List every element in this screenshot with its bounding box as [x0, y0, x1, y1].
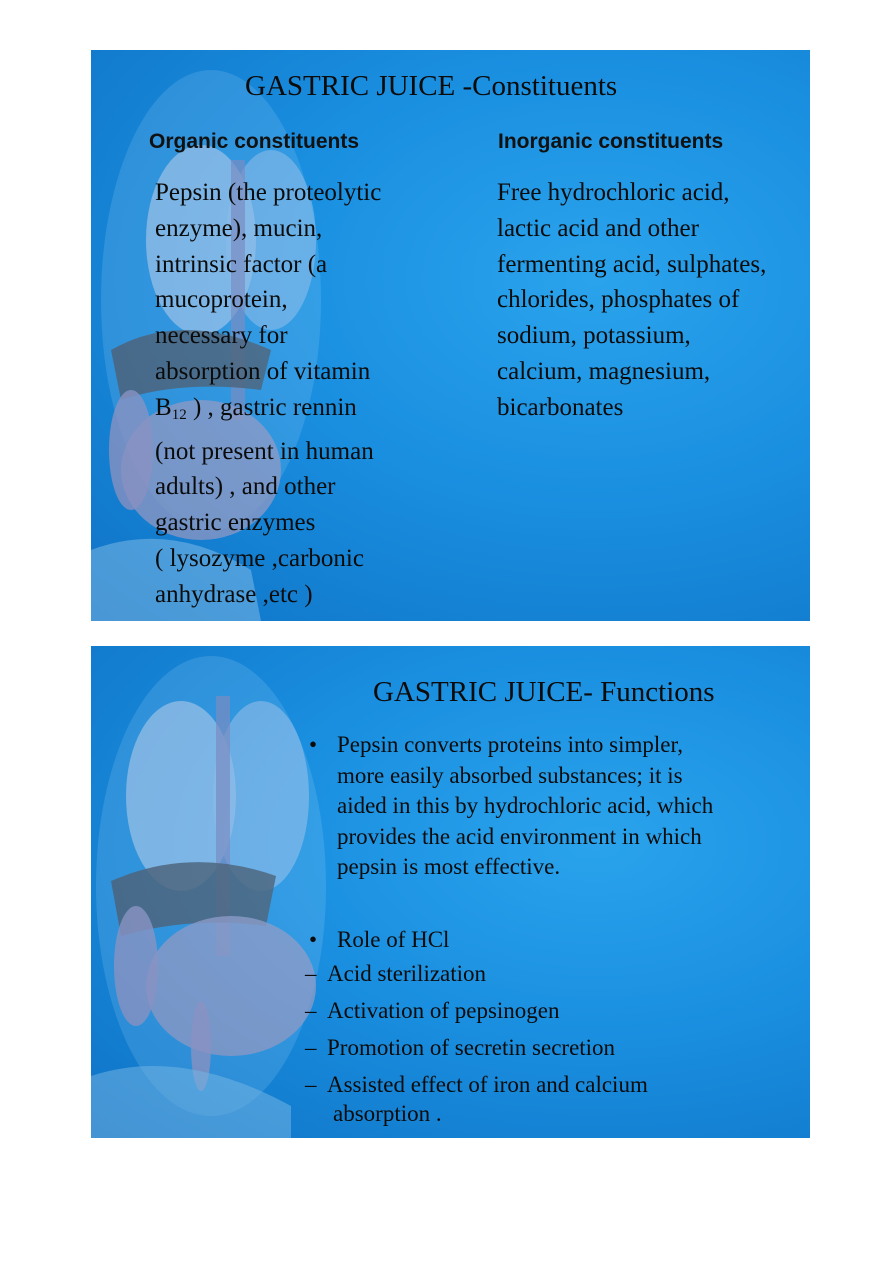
inorganic-line: calcium, magnesium,	[497, 357, 711, 385]
inorganic-line: Free hydrochloric acid,	[497, 179, 730, 206]
vitamin-subscript: 12	[171, 406, 187, 423]
sub-item	[305, 1029, 799, 1066]
sub-item-text: Activation of pepsinogen	[327, 998, 560, 1023]
bullet-marker: •	[309, 926, 318, 952]
bullet-line: Pepsin converts proteins into simpler,	[337, 732, 683, 757]
dash-marker: –	[305, 1035, 317, 1060]
bullet-line: more easily absorbed substances; it is	[337, 762, 683, 788]
sub-item-text: Promotion of secretin secretion	[327, 1035, 616, 1060]
bullet-text: Role of HCl	[337, 926, 450, 952]
dash-marker: –	[305, 998, 317, 1023]
sub-item-continuation: absorption .	[333, 1101, 442, 1126]
slide-functions	[91, 646, 810, 1138]
sub-item-text: Acid sterilization	[327, 961, 487, 986]
organic-line: mucoprotein,	[155, 286, 288, 314]
organic-line: gastric enzymes	[155, 509, 316, 537]
bullet-marker: •	[309, 732, 318, 757]
slide-title: GASTRIC JUICE- Functions	[373, 676, 715, 708]
bullet-line: pepsin is most effective.	[337, 854, 561, 879]
organic-heading: Organic constituents	[149, 130, 360, 153]
slide-constituents	[91, 50, 810, 621]
inorganic-text	[497, 175, 807, 426]
functions-list	[305, 730, 799, 1129]
inorganic-heading: Inorganic constituents	[498, 130, 724, 153]
sub-item	[305, 1066, 799, 1103]
organic-text	[155, 175, 425, 613]
organic-line: anhydrase ,etc )	[155, 580, 313, 608]
organic-line: ( lysozyme ,carbonic	[155, 544, 364, 572]
organic-line-b12	[155, 390, 425, 434]
sub-item	[305, 955, 799, 992]
bullet-pepsin	[309, 730, 799, 883]
organic-line: intrinsic factor (a	[155, 250, 328, 278]
bullet-line: aided in this by hydrochloric acid, which	[337, 793, 714, 818]
inorganic-line: fermenting acid, sulphates,	[497, 250, 767, 278]
dash-marker: –	[305, 1072, 317, 1097]
organic-line: necessary for	[155, 322, 288, 350]
inorganic-line: chlorides, phosphates of	[497, 286, 740, 314]
vitamin-rest: ) , gastric rennin	[186, 393, 357, 421]
dash-marker: –	[305, 961, 317, 986]
organic-line: enzyme), mucin,	[155, 214, 323, 242]
organic-line: Pepsin (the proteolytic	[155, 179, 382, 206]
organic-line: absorption of vitamin	[155, 357, 371, 385]
bullet-line: provides the acid environment in which	[337, 823, 702, 849]
organic-line: (not present in human	[155, 437, 374, 465]
sub-item-text: Assisted effect of iron and calcium	[327, 1072, 648, 1097]
inorganic-line: bicarbonates	[497, 393, 624, 421]
slide-title: GASTRIC JUICE -Constituents	[245, 70, 618, 102]
inorganic-line: sodium, potassium,	[497, 322, 691, 350]
vitamin-b: B	[155, 393, 172, 421]
sub-item	[305, 992, 799, 1029]
bullet-hcl	[309, 925, 799, 956]
organic-line: adults) , and other	[155, 473, 336, 501]
hcl-sublist	[305, 955, 799, 1129]
inorganic-line: lactic acid and other	[497, 214, 699, 242]
